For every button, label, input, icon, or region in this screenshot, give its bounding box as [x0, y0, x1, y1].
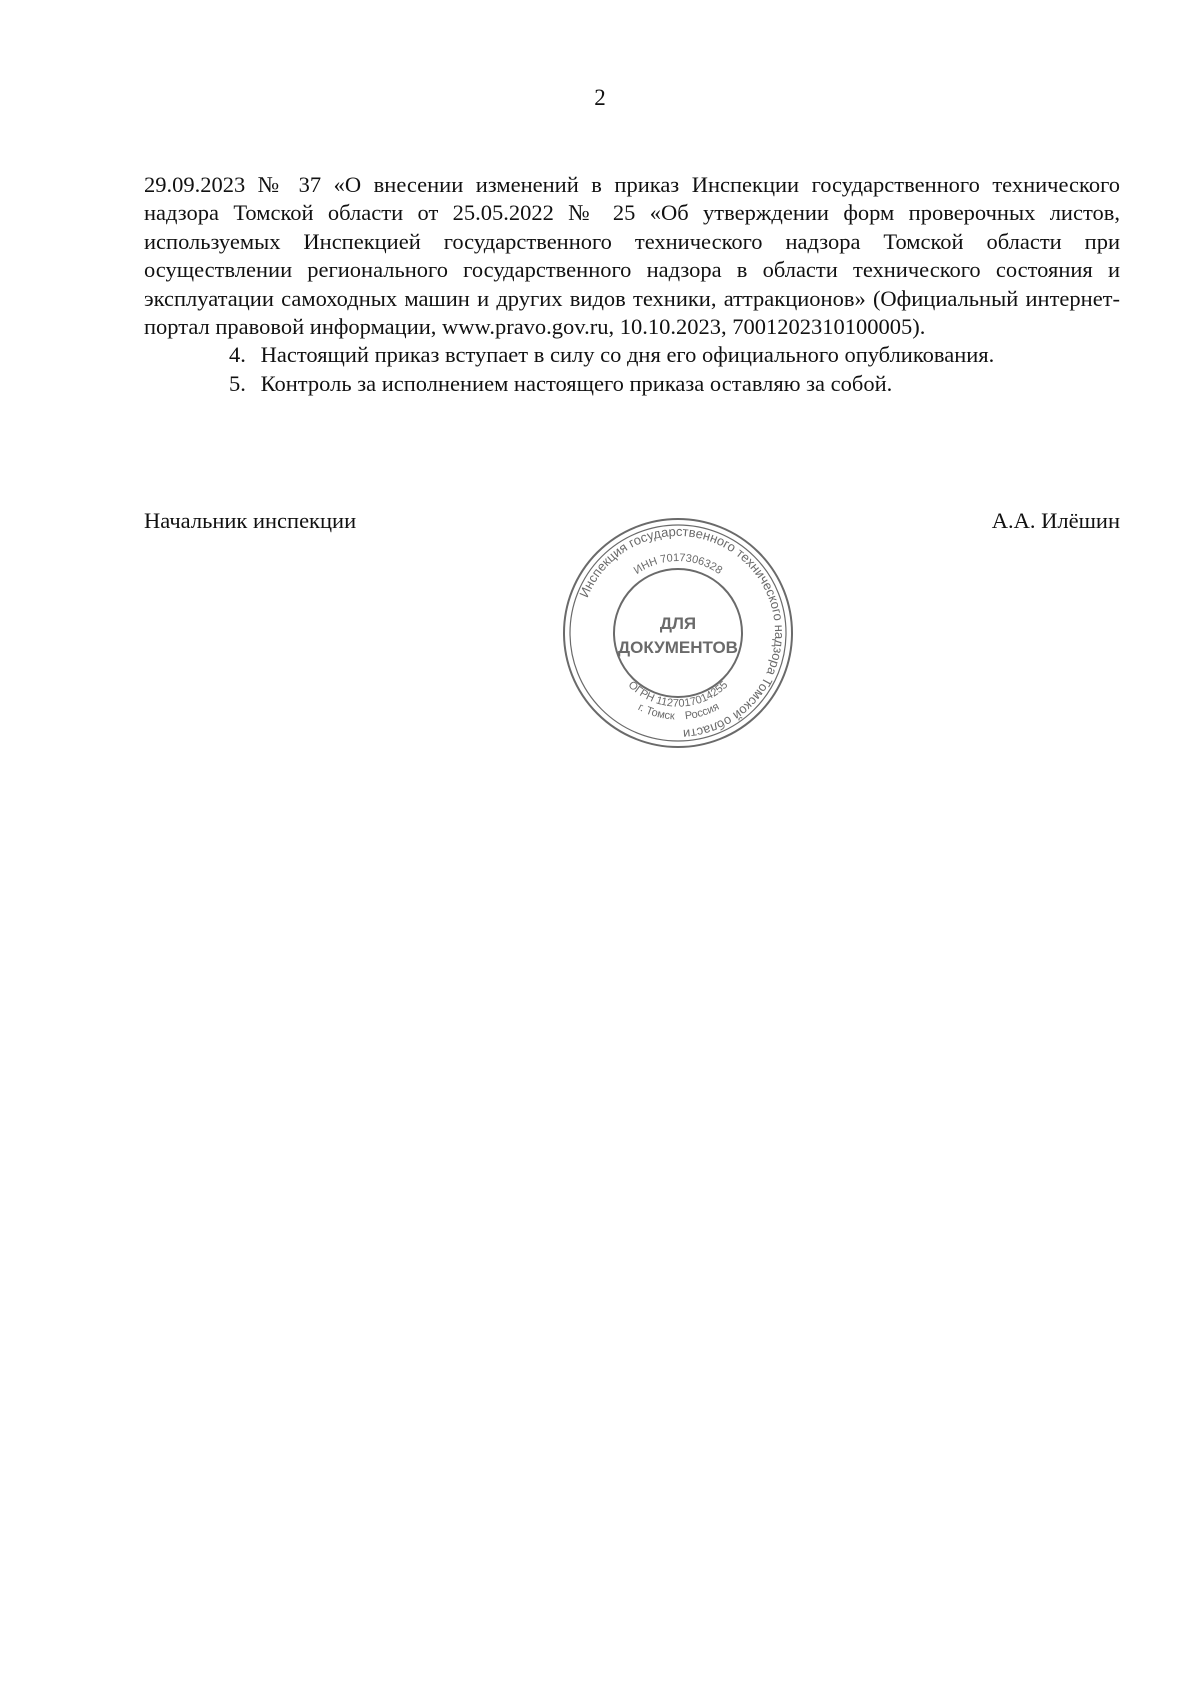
signatory-position: Начальник инспекции: [144, 508, 357, 533]
seal-city: г. Томск: [635, 701, 676, 723]
document-body: [144, 171, 1120, 398]
signatory-name: А.А. Илёшин: [991, 508, 1120, 533]
seal-country: Россия: [684, 700, 722, 723]
seal-ogrn: ОГРН 1127017014255: [625, 678, 731, 710]
list-item: [144, 341, 1120, 369]
seal-inn: ИНН 7017306328: [631, 551, 725, 577]
seal-center-line2: ДОКУМЕНТОВ: [618, 638, 738, 657]
seal-icon: [558, 513, 798, 753]
seal-center-line1: ДЛЯ: [659, 614, 697, 633]
seal-inner-ring: [614, 569, 742, 697]
official-seal: [558, 513, 798, 753]
list-item: [144, 370, 1120, 398]
list-item-text: Настоящий приказ вступает в силу со дня его официального опубликования.: [260, 342, 995, 368]
list-item-number: 4.: [229, 342, 246, 368]
list-item-number: 5.: [229, 370, 246, 396]
paragraph-continuation: 29.09.2023 № 37 «О внесении изменений в приказ Инспекции государственного технического надзора Томской области от 25.05.2022 № 25 «Об утверждении форм проверочных листов, используемых Инспекцией государственного технического надзора Томской области при осуществлении регионального государственного надзора в области технического состояния и эксплуатации самоходных машин и других видов техники, аттракционов» (Официальный интернет-портал правовой информации, www.pravo.gov.ru, 10.10.2023, 7001202310100005).: [144, 172, 1120, 340]
list-item-text: Контроль за исполнением настоящего приказа оставляю за собой.: [260, 370, 893, 396]
seal-outer-text: Инспекция государственного технического надзора Томской области: [576, 523, 788, 742]
page-number: 2: [594, 85, 606, 110]
